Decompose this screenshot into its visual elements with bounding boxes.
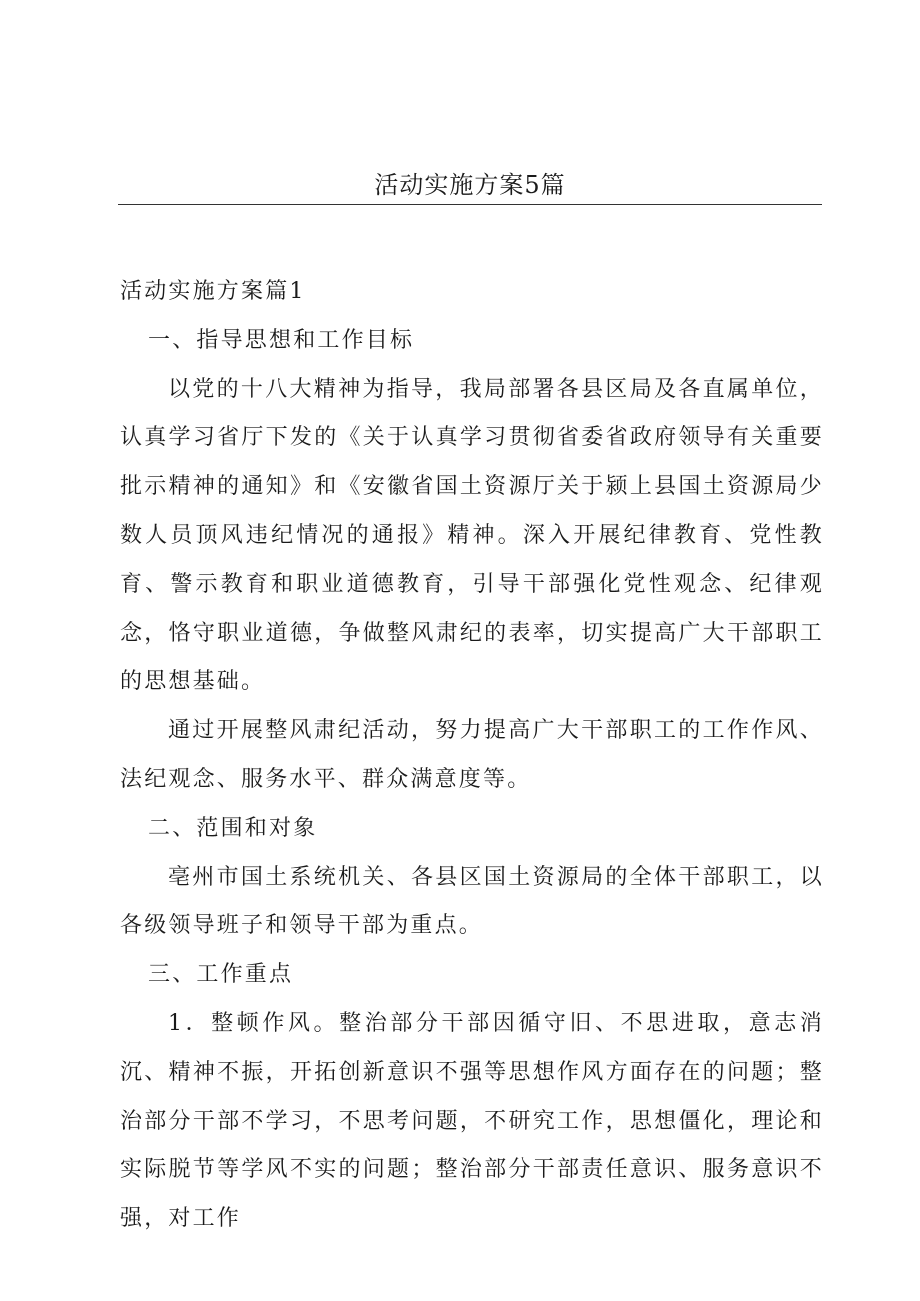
paragraph-rectify-style: 1．整顿作风。整治部分干部因循守旧、不思进取，意志消沉、精神不振，开拓创新意识不强等思想作风方面存在的问题；整治部分干部不学习，不思考问题，不研究工作，思想僵化，理论和实际脱节等学风不实的问题；整治部分干部责任意识、服务意识不强，对工作	[120, 1010, 824, 1232]
section-heading: 活动实施方案篇1	[120, 279, 306, 304]
paragraph-guiding-ideology: 以党的十八大精神为指导，我局部署各县区局及各直属单位，认真学习省厅下发的《关于认真学习贯彻省委省政府领导有关重要批示精神的通知》和《安徽省国土资源厅关于颍上县国土资源局少数人员顶风违纪情况的通报》精神。深入开展纪律教育、党性教育、警示教育和职业道德教育，引导干部强化党性观念、纪律观念，恪守职业道德，争做整风肃纪的表率，切实提高广大干部职工的思想基础。	[120, 376, 824, 695]
document-title: 活动实施方案5篇	[374, 171, 566, 199]
heading-work-focus: 三、工作重点	[148, 962, 294, 988]
paragraph-scope: 亳州市国土系统机关、各县区国土资源局的全体干部职工，以各级领导班子和领导干部为重点。	[120, 864, 824, 939]
paragraph-work-goal: 通过开展整风肃纪活动，努力提高广大干部职工的工作作风、法纪观念、服务水平、群众满意度等。	[120, 718, 824, 792]
heading-scope: 二、范围和对象	[148, 815, 318, 841]
heading-guiding-ideology: 一、指导思想和工作目标	[148, 327, 415, 353]
document-body	[120, 268, 824, 1244]
title-divider	[118, 204, 822, 205]
